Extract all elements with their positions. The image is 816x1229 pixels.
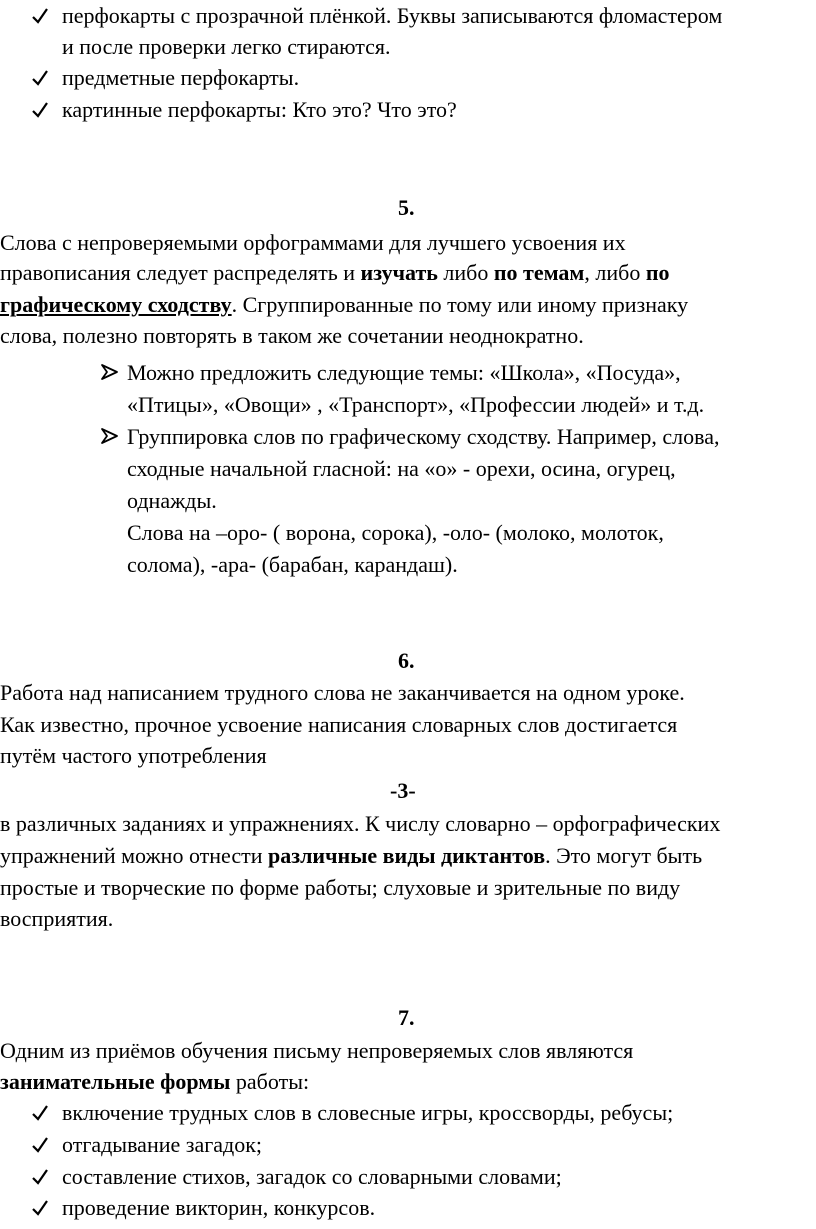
arrow-bullet-icon (100, 363, 122, 381)
checkmark-icon (30, 1135, 52, 1155)
list-item-text: перфокарты с прозрачной плёнкой. Буквы записываются фломастером (62, 3, 723, 28)
paragraph-line: графическому сходству. Сгруппированные по тому или иному признаку (0, 292, 689, 317)
paragraph-line: Как известно, прочное усвоение написания словарных слов достигается (0, 712, 678, 737)
checkmark-icon (30, 68, 52, 88)
paragraph-line: путём частого употребления (0, 743, 267, 768)
checkmark-icon (30, 1198, 52, 1218)
list-item-text: «Птицы», «Овощи» , «Транспорт», «Профессии людей» и т.д. (127, 392, 705, 417)
list-item-text: солома), -ара- (барабан, карандаш). (127, 552, 458, 577)
list-item-text: однажды. (127, 488, 217, 513)
list-item-text: Слова на –оро- ( ворона, сорока), -оло- (молоко, молоток, (127, 520, 664, 545)
section-number: 6. (398, 648, 415, 673)
paragraph-line: Слова с непроверяемыми орфограммами для лучшего усвоения их (0, 230, 626, 255)
section-number: 5. (398, 195, 415, 220)
checkmark-icon (30, 1167, 52, 1187)
paragraph-line: в различных заданиях и упражнениях. К числу словарно – орфографических (0, 811, 721, 836)
paragraph-line: упражнений можно отнести различные виды диктантов. Это могут быть (0, 843, 703, 868)
arrow-bullet-icon (100, 427, 122, 445)
section-number: 7. (398, 1005, 415, 1030)
list-item-text: и после проверки легко стираются. (62, 34, 391, 59)
paragraph-line: занимательные формы работы: (0, 1069, 310, 1094)
list-item-text: картинные перфокарты: Кто это? Что это? (62, 97, 457, 122)
paragraph-line: простые и творческие по форме работы; слуховые и зрительные по виду (0, 875, 681, 900)
paragraph-line: слова, полезно повторять в таком же сочетании неоднократно. (0, 323, 584, 348)
paragraph-line: Работа над написанием трудного слова не заканчивается на одном уроке. (0, 680, 685, 705)
list-item-text: предметные перфокарты. (62, 65, 300, 90)
checkmark-icon (30, 6, 52, 26)
list-item-text: сходные начальной гласной: на «о» - орехи, осина, огурец, (127, 456, 676, 481)
paragraph-line: восприятия. (0, 906, 114, 931)
list-item-text: Можно предложить следующие темы: «Школа», «Посуда», (127, 360, 681, 385)
list-item-text: Группировка слов по графическому сходству. Например, слова, (127, 424, 720, 449)
paragraph-line: правописания следует распределять и изучать либо по темам, либо по (0, 260, 670, 285)
list-item-text: составление стихов, загадок со словарными словами; (62, 1164, 562, 1189)
checkmark-icon (30, 1103, 52, 1123)
page-number: -3- (390, 778, 416, 803)
list-item-text: включение трудных слов в словесные игры, кроссворды, ребусы; (62, 1100, 674, 1125)
list-item-text: проведение викторин, конкурсов. (62, 1195, 376, 1220)
checkmark-icon (30, 100, 52, 120)
paragraph-line: Одним из приёмов обучения письму непроверяемых слов являются (0, 1038, 634, 1063)
list-item-text: отгадывание загадок; (62, 1132, 262, 1157)
